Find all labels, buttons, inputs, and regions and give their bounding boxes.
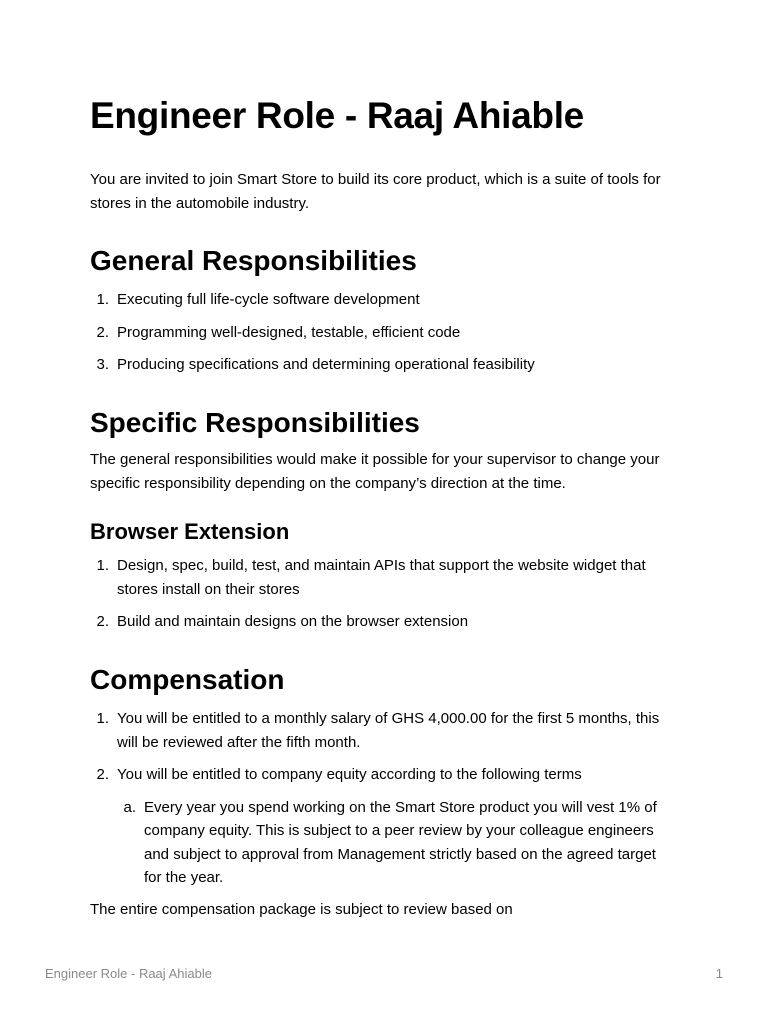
specific-responsibilities-heading: Specific Responsibilities	[90, 407, 420, 438]
list-number: 1.	[96, 291, 109, 308]
list-item-text: Producing specifications and determining operational feasibility	[117, 356, 535, 373]
list-item-text: You will be entitled to a monthly salary of GHS 4,000.00 for the first 5 months, this will be reviewed after the fifth month.	[117, 710, 660, 751]
list-item	[90, 321, 670, 345]
list-item-text: Design, spec, build, test, and maintain APIs that support the website widget that stores install on their stores	[117, 557, 646, 598]
list-item-text: Executing full life-cycle software development	[117, 291, 420, 308]
list-item	[90, 707, 670, 754]
footer-page-number: 1	[715, 966, 723, 981]
list-number: 3.	[96, 356, 109, 373]
list-number: 2.	[96, 323, 109, 341]
browser-extension-list	[90, 554, 670, 643]
general-responsibilities-list	[90, 288, 670, 386]
list-item-text: Build and maintain designs on the browser extension	[117, 613, 469, 630]
list-item	[90, 763, 670, 890]
list-item	[90, 610, 670, 634]
general-responsibilities-heading: General Responsibilities	[90, 245, 417, 276]
footer-document-title: Engineer Role - Raaj Ahiable	[45, 966, 212, 981]
compensation-heading: Compensation	[90, 664, 285, 695]
list-letter: a.	[123, 798, 136, 816]
document-title: Engineer Role - Raaj Ahiable	[90, 95, 584, 136]
equity-terms-sublist	[117, 796, 670, 890]
list-item	[90, 353, 670, 377]
list-item-text: Programming well-designed, testable, efficient code	[117, 323, 461, 341]
compensation-list	[90, 707, 670, 899]
specific-responsibilities-paragraph: The general responsibilities would make it possible for your supervisor to change your specific responsibility depending on the company’s direction at the time.	[90, 451, 660, 492]
list-item-text: You will be entitled to company equity according to the following terms	[117, 766, 582, 783]
browser-extension-heading: Browser Extension	[90, 519, 290, 544]
list-item	[90, 554, 670, 601]
sub-list-item	[117, 796, 670, 890]
sub-list-item-text: Every year you spend working on the Smart Store product you will vest 1% of company equity. This is subject to a peer review by your colleague engineers and subject to approval from Management strictly based on the agreed target for the year.	[144, 798, 657, 886]
intro-paragraph: You are invited to join Smart Store to build its core product, which is a suite of tools for stores in the automobile industry.	[90, 171, 661, 212]
list-number: 1.	[96, 710, 109, 727]
list-item	[90, 288, 670, 312]
list-number: 1.	[96, 557, 109, 574]
compensation-closing-paragraph: The entire compensation package is subject to review based on	[90, 901, 513, 918]
list-number: 2.	[96, 613, 109, 630]
list-number: 2.	[96, 766, 109, 783]
